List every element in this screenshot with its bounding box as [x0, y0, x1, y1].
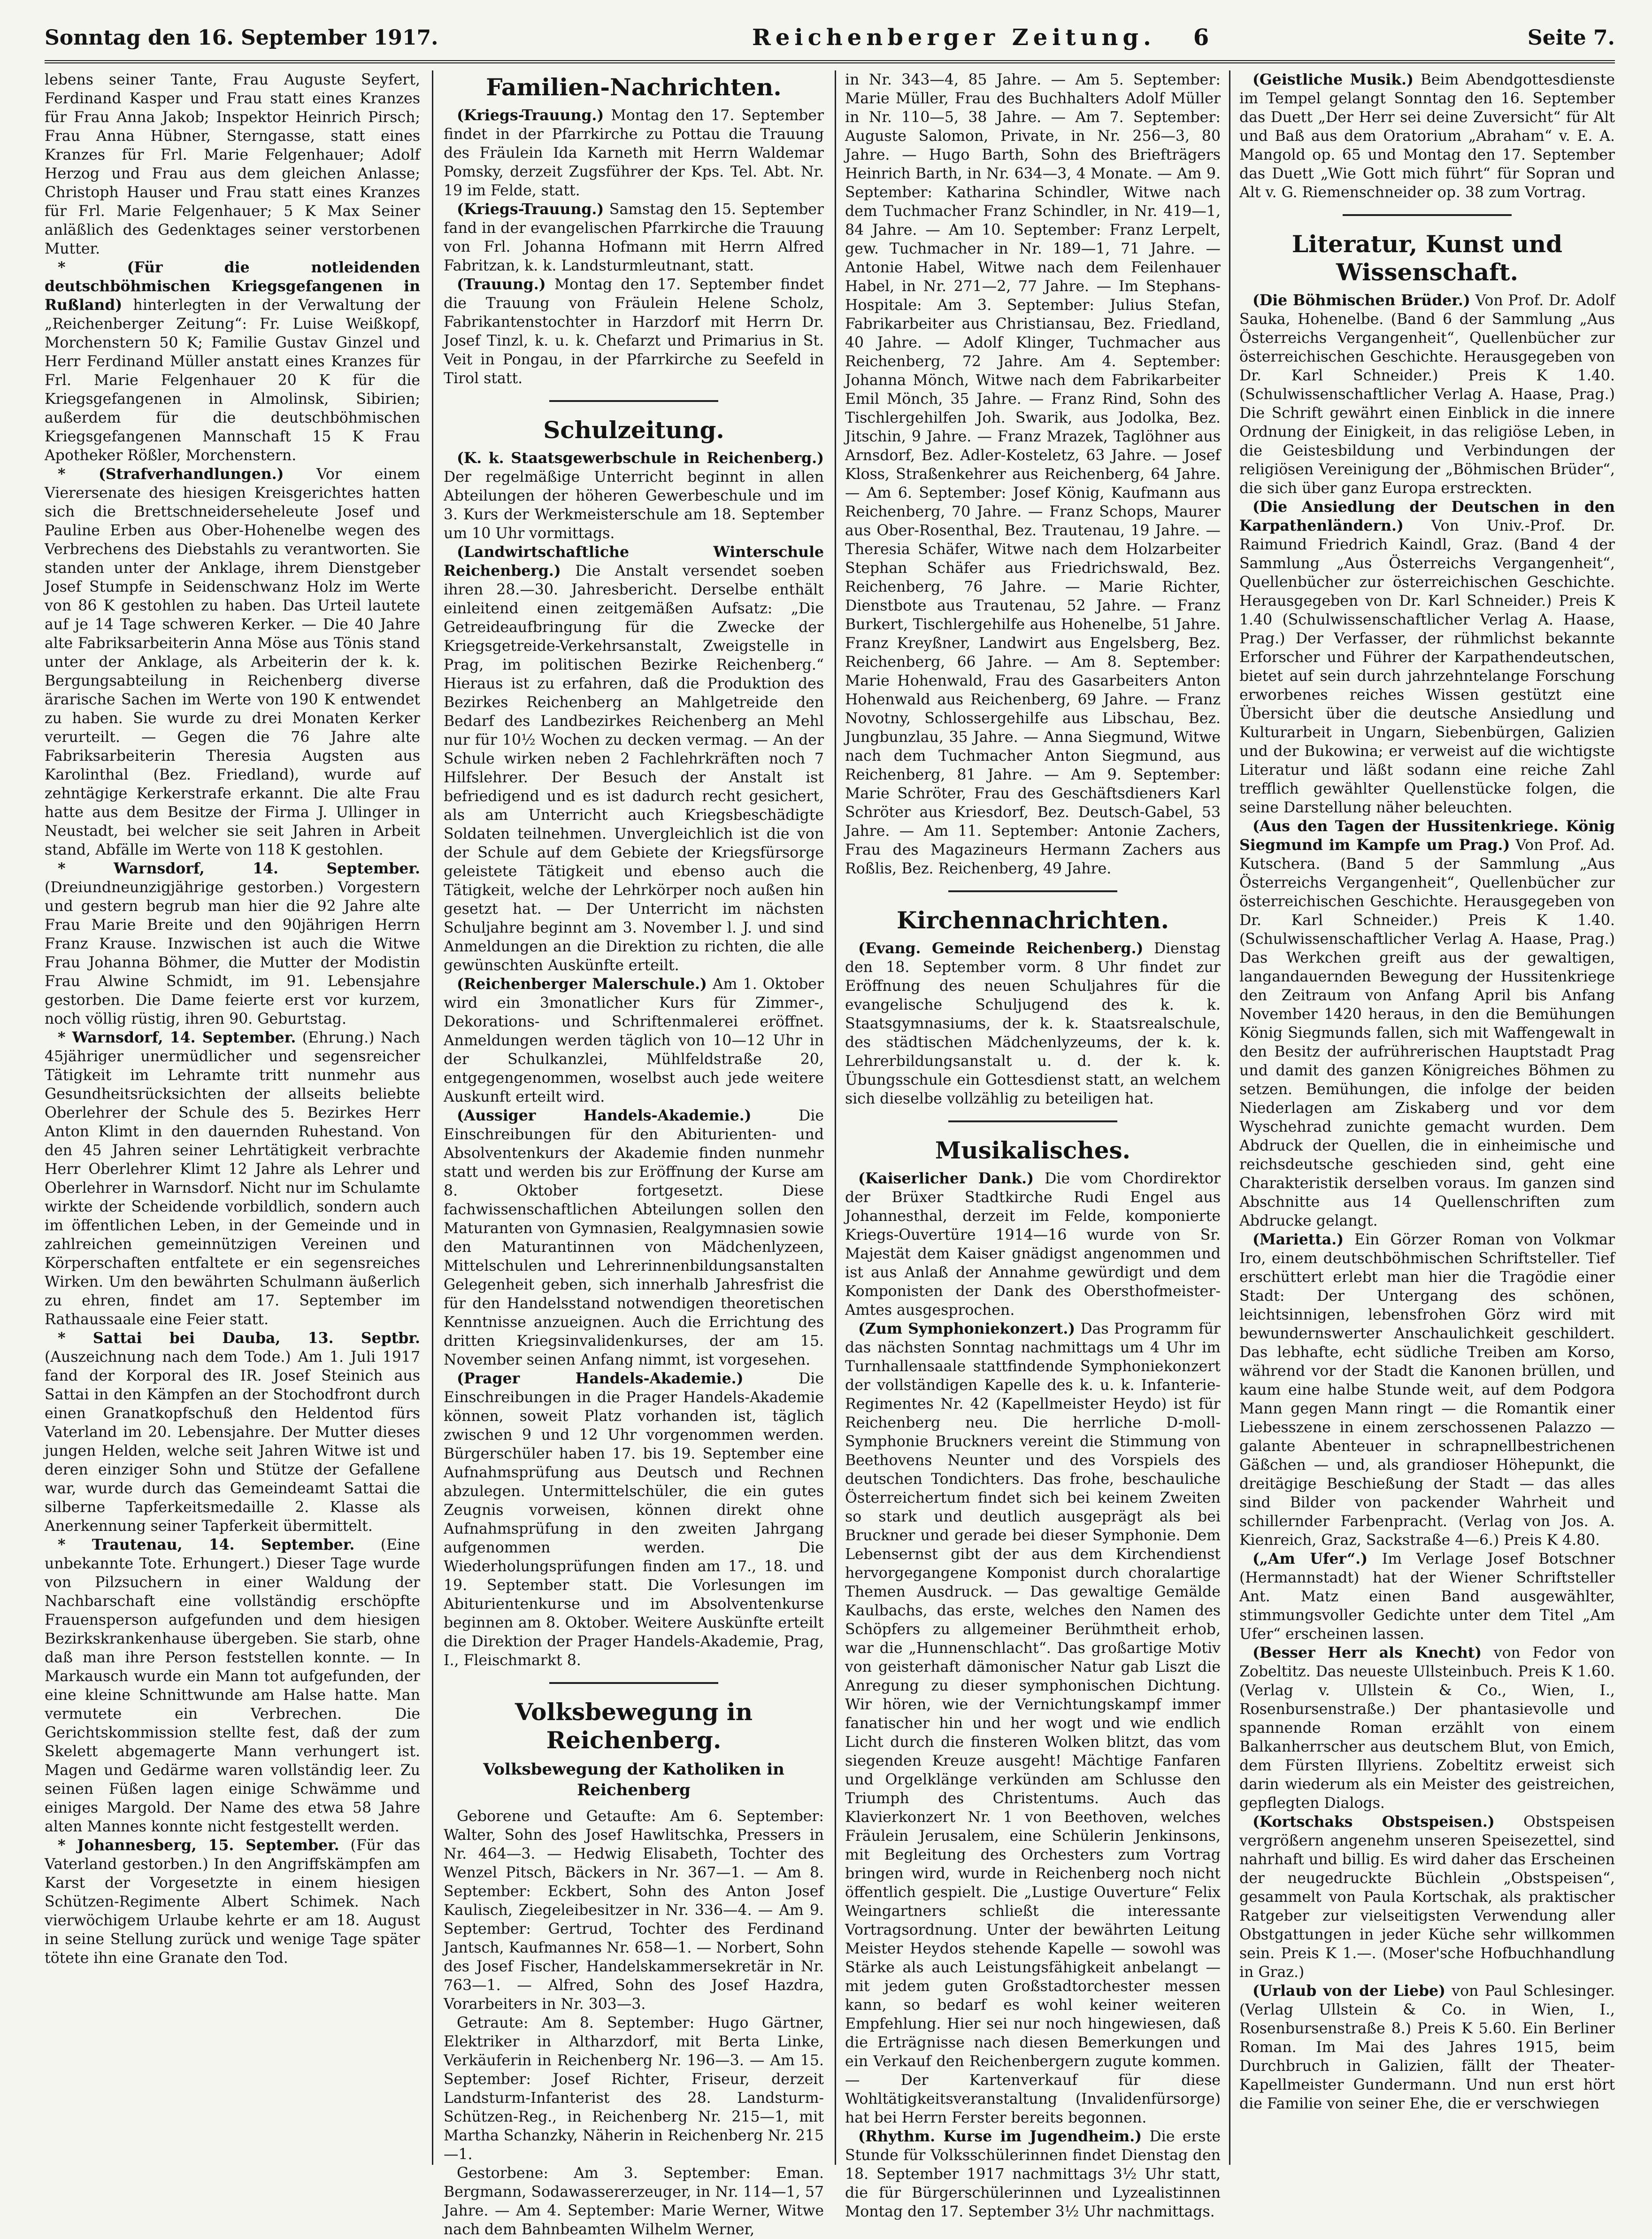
article-paragraph: Geborene und Getaufte: Am 6. September: Walter, Sohn des Josef Hawlitschka, Pressers in Nr. 464—3. — Hedwig Elisabeth, Tochter des Wenzel Pitsch, Bäckers in Nr. 367—1. — Am 8. September: Eckbert, Sohn des Anton Josef Kaulisch, Ziegeleibesitzer in Nr. 336—4. — Am 9. September: Gertrud, Tochter des Ferdinand Jantsch, Kaufmannes Nr. 658—1. — Norbert, Sohn des Josef Fischer, Handelskammersekretär in Nr. 763—1. — Alfred, Sohn des Josef Hazdra, Vorarbeiters in Nr. 303—3. — [444, 1808, 824, 2013]
item-heading: * (Für die notleidenden deutschböhmischen Kriegsgefangenen in Rußland) — [45, 259, 420, 314]
article-item — [845, 1169, 1221, 1320]
item-text: Dienstag den 18. September vorm. 8 Uhr findet zur Eröffnung des neuen Schuljahres für die evangelische Schuljugend des k. k. Staatsgymnasiums, der k. k. Staatsrealschule, des städtischen Mädchenlyzeums, der k. k. Lehrerbildungsanstalt u. d. der k. k. Übungsschule ein Gottesdienst statt, an welchem sich dieselbe vollzählig zu beteiligen hat. — [845, 940, 1221, 1107]
article-item — [444, 1106, 824, 1369]
header-date: Sonntag den 16. September 1917. — [45, 25, 438, 50]
column-rule — [835, 70, 836, 2165]
header-mark: 6 — [1193, 24, 1214, 51]
article-item — [1239, 1813, 1615, 1982]
item-text: Vor einem Vierersenate des hiesigen Kreisgerichtes hatten sich die Brettschneiderseheleute Josef und Pauline Erben aus Ober-Hohenelbe wegen des Verbrechens des Diebstahls zu verantworten. Sie standen unter der Anklage, ihrem Dienstgeber Josef Stumpfe in Seidenschwanz Holz im Werte von 86 K gestohlen zu haben. Das Urteil lautete auf je 14 Tage schweren Kerker. — Die 40 Jahre alte Fabriksarbeiterin Anna Möse aus Tönis stand unter der Anklage, als Arbeiterin der k. k. Bergungsabteilung in Reichenberg diverse ärarische Sachen im Werte von 190 K entwendet zu haben. Sie wurde zu drei Monaten Kerker verurteilt. — Gegen die 76 Jahre alte Fabriksarbeiterin Theresia Augsten aus Karolinthal (Bez. Friedland), wurde auf zehntägige Kerkerstrafe erkannt. Die alte Frau hatte aus dem Besitze der Firma J. Ullinger in Neustadt, bei welcher sie seit Jahren in Arbeit stand, Abfälle im Werte von 118 K gestohlen. — [45, 466, 420, 858]
article-item — [1239, 1230, 1615, 1550]
item-heading: (Rhythm. Kurse im Jugendheim.) — [858, 2128, 1142, 2145]
item-heading: (Geistliche Musik.) — [1252, 71, 1414, 88]
item-heading: * Warnsdorf, 14. September. — [58, 860, 420, 877]
section-title-volksbewegung: Volksbewegung in Reichenberg. — [515, 1698, 753, 1754]
column-rule — [1229, 70, 1230, 2165]
item-heading: (Kriegs-Trauung.) — [457, 201, 604, 218]
article-item — [444, 975, 824, 1106]
section-divider — [549, 1682, 718, 1684]
item-text: Die Anstalt versendet soeben ihren 28.—30. Jahresbericht. Derselbe enthält einleitend einen zeitgemäßen Aufsatz: „Die Getreideaufbringung für die Zwecke der Kriegsgetreide-Verkehrsanstalt, Zweigstelle in Prag, im politischen Bezirke Reichenberg.“ Hieraus ist zu erfahren, daß die Produktion des Bezirkes Reichenberg an Mahlgetreide den Bedarf des Landbezirkes Reichenberg an Mehl nur für 10½ Wochen zu decken vermag. — An der Schule wirken neben 2 Fachlehrkräften noch 7 Hilfslehrer. Der Besuch der Anstalt ist befriedigend und es ist dadurch recht gesichert, als am Unterricht auch Kriegsbeschädigte Soldaten teilnehmen. Unvergleichlich ist die von der Schule auf dem Gebiete der Kriegsfürsorge geleistete Tätigkeit und ebenso auch die Tätigkeit, welche der Lehrkörper noch außen hin gesetzt hat. — Der Unterricht im nächsten Schuljahre beginnt am 3. November l. J. und sind Anmeldungen an die Direktion zu richten, die alle gewünschten Auskünfte erteilt. — [444, 563, 824, 974]
article-item — [45, 1329, 420, 1536]
article-item — [45, 1536, 420, 1836]
article-item — [444, 275, 824, 388]
section-divider — [549, 400, 718, 402]
item-text: (Ehrung.) Nach 45jähriger unermüdlicher und segensreicher Tätigkeit im Lehramte tritt nunmehr aus Gesundheitsrücksichten der allseits beliebte Oberlehrer der Schule des 5. Bezirkes Herr Anton Klimt in den dauernden Ruhestand. Von den 45 Jahren seiner Lehrtätigkeit verbrachte Herr Oberlehrer Klimt 12 Jahre als Lehrer und Oberlehrer in Warnsdorf. Nicht nur im Schulamte wirkte der Scheidende vorbildlich, sondern auch im öffentlichen Leben, in der Gemeinde und in zahlreichen gemeinnützigen Vereinen und Körperschaften entfaltete er ein segensreiches Wirken. Um den bewährten Schulmann äußerlich zu ehren, findet am 17. September im Rathaussaale eine Feier statt. — [45, 1029, 420, 1328]
item-text: Von Prof. Ad. Kutschera. (Band 5 der Sammlung „Aus Österreichs Vergangenheit“, Quellenbücher zur österreichischen Geschichte. Herausgegeben von Dr. Karl Schneider.) Preis K 1.40. (Schulwissenschaftlicher Verlag A. Haase, Prag.) Das Werkchen greift aus der gewaltigen, langandauernden Bewegung der Hussitenkriege den Zeitraum von Anfang April bis Anfang November 1420 heraus, in den die Bemühungen König Siegmunds fallen, sich mit Waffengewalt in den Besitz der aufrührerischen Hauptstadt Prag und damit des ganzen Königreiches Böhmen zu setzen. Bemühungen, die infolge der beiden Niederlagen am Ziskaberg und vor dem Wyschehrad zunichte gemacht wurden. Dem Abdruck der Quellen, die in einheimische und reichsdeutsche geschieden sind, geht eine Charakteristik derselben voraus. Im ganzen sind Abschnitte aus 14 Quellenschriften zum Abdrucke gelangt. — [1239, 837, 1615, 1229]
item-text: (Eine unbekannte Tote. Erhungert.) Dieser Tage wurde von Pilzsuchern in einer Waldung der Nachbarschaft eine vollständig erschöpfte Frauensperson aufgefunden und dem hiesigen Bezirkskrankenhause übergeben. Sie starb, ohne daß man ihre Person feststellen konnte. — In Markausch wurde ein Mann tot aufgefunden, der eine kleine Schnittwunde am Halse hatte. Man vermutete ein Verbrechen. Die Gerichtskommission stellte fest, daß der zum Skelett abgemagerte Mann verhungert ist. Magen und Gedärme waren vollständig leer. Zu seinen Füßen lagen einige Schwämme und einiges Margold. Der Name des etwa 58 Jahre alten Mannes konnte nicht festgestellt werden. — [45, 1536, 421, 1835]
header-rule — [45, 60, 1615, 63]
section-title-literatur: Literatur, Kunst und Wissenschaft. — [1291, 230, 1563, 286]
item-text: Ein Görzer Roman von Volkmar Iro, einem deutschböhmischen Schriftsteller. Tief erschüttert erlebt man hier die Tragödie einer Stadt: Der Untergang des schönen, leichtsinnigen, lebensfrohen Görz wird mit bewundernswerter Anschaulichkeit geschildert. Das lebhafte, echt südliche Treiben am Korso, während vor der Stadt die Kanonen brüllen, und kaum eine halbe Stunde weit, auf dem Podgora Mann gegen Mann ringt — die Romantik einer Liebesszene in einem zerschossenen Palazzo — galante Abenteuer in schrapnellbestrichenen Gäßchen — und, als grandioser Höhepunkt, die dreitägige Beschießung der Stadt — das alles sind Bilder von packender Wahrheit und schillernder Farbenpracht. (Verlag von Jos. A. Kienreich, Graz, Sackstraße 4—6.) Preis K 4.80. — [1239, 1231, 1615, 1549]
item-text: (Für das Vaterland gestorben.) In den Angriffskämpfen am Karst der Vorgesetzte in einem hiesigen Schützen-Regimente Albert Schimek. Nach vierwöchigem Urlaube kehrte er am 18. August in seine Stellung zurück und wenige Tage später tötete ihn eine Granate den Tod. — [45, 1837, 420, 1967]
article-item — [845, 2127, 1221, 2221]
section-title-kirchennachrichten: Kirchennachrichten. — [896, 906, 1169, 934]
item-text: Von Univ.-Prof. Dr. Raimund Friedrich Kaindl, Graz. (Band 4 der Sammlung „Aus Österreichs Vergangenheit“, Quellenbücher zur österreichischen Geschichte. Herausgegeben von Dr. Karl Schneider.) Preis K 1.40 (Schulwissenschaftlicher Verlag A. Haase, Prag.) Der Verfasser, der rühmlichst bekannte Erforscher und Führer der Karpathendeutschen, bietet auf sein durch jahrzehntelange Forschung erworbenes reiches Wissen gestützt eine Übersicht über die deutsche Ansiedlung und Kulturarbeit in Ungarn, Siebenbürgen, Galizien und der Bukowina; er verweist auf die wichtigste Literatur und läßt sodann eine reiche Zahl trefflich gewählter Quellenstücke folgen, die seine Darstellung näher beleuchten. — [1239, 517, 1615, 816]
item-text: Die Einschreibungen für den Abiturienten- und Absolventenkurs der Akademie finden nunmehr statt und werden bis zur Eröffnung der Kurse am 8. Oktober fortgesetzt. Diese fachwissenschaftlichen Abteilungen sollen den Maturanten von Gymnasien, Realgymnasien sowie den Maturantinnen von Mädchenlyzeen, Mittelschulen und Lehrerinnenbildungsanstalten Gelegenheit geben, sich innerhalb Jahresfrist die für den Handelsstand notwendigen theoretischen Kenntnisse anzueignen. Auch die Errichtung des dritten Kriegsinvalidenkurses, der am 15. November seinen Anfang nimmt, ist vorgesehen. — [444, 1107, 824, 1368]
item-text: Montag den 17. September findet in der Pfarrkirche zu Pottau die Trauung des Fräulein Ida Karneth mit Herrn Waldemar Pomsky, derzeit Zugsführer der Kps. Tel. Abt. Nr. 19 im Felde, statt. — [444, 107, 824, 199]
article-item — [444, 106, 824, 200]
item-text: hinterlegten in der Verwaltung der „Reichenberger Zeitung“: Fr. Luise Weißkopf, Morchenstern 50 K; Familie Gustav Ginzel und Herr Ferdinand Müller anstatt eines Kranzes für Frl. Marie Felgenhauer 20 K für die Kriegsgefangenen in Almolinsk, Sibirien; außerdem für die deutschböhmischen Kriegsgefangenen Mannschaft 15 K Frau Apotheker Rößler, Morchenstern. — [45, 297, 421, 464]
article-item — [1239, 291, 1615, 498]
article-item — [444, 449, 824, 543]
article-item — [45, 1836, 420, 1968]
item-heading: („Am Ufer“.) — [1252, 1550, 1368, 1567]
item-text: Die erste Stunde für Volksschülerinnen findet Dienstag den 18. September 1917 nachmittags 3½ Uhr statt, die für Bürgerschülerinnen und Lyzealistinnen Montag den 17. September 3½ Uhr nachmittags. — [845, 2128, 1221, 2220]
article-item — [444, 200, 824, 275]
item-heading: (Zum Symphoniekonzert.) — [858, 1320, 1076, 1337]
item-text: Montag den 17. September findet die Trauung von Fräulein Helene Scholz, Fabrikantenstochter in Harzdorf mit Herrn Dr. Josef Tinzl, k. u. k. Chefarzt und Primarius in St. Veit in Pongau, in der Pfarrkirche zu Seefeld in Tirol statt. — [444, 276, 824, 387]
item-heading: (Besser Herr als Knecht) — [1252, 1644, 1482, 1661]
article-item — [1239, 70, 1615, 202]
item-text: Im Verlage Josef Botschner (Hermannstadt) hat der Wiener Schriftsteller Ant. Matz einen Band ausgewählter, stimmungsvoller Gedichte unter dem Titel „Am Ufer“ erscheinen lassen. — [1239, 1551, 1615, 1643]
section-title-schulzeitung: Schulzeitung. — [543, 416, 724, 444]
article-item — [1239, 1550, 1615, 1644]
article-item — [1239, 498, 1615, 817]
item-heading: (Reichenberger Malerschule.) — [457, 975, 707, 993]
column-rule — [432, 70, 433, 2165]
item-heading: (Trauung.) — [457, 276, 546, 293]
item-text: von Paul Schlesinger. (Verlag Ullstein & Co. in Wien, I., Rosenbursenstraße 8.) Preis K 5.60. Ein Berliner Roman. Im Mai des Jahres 1915, beim Durchbruch in Galizien, fällt der Theater-Kapellmeister Gundermann. Und nun erst hört die Familie von seiner Ehe, die er verschwiegen — [1239, 1983, 1615, 2112]
item-heading: (K. k. Staatsgewerbschule in Reichenberg.) — [457, 449, 824, 467]
page-header — [45, 19, 1615, 56]
item-heading: * (Strafverhandlungen.) — [58, 465, 284, 483]
item-text: Das Programm für das nächsten Sonntag nachmittags um 4 Uhr im Turnhallensaale stattfindende Symphoniekonzert der vollständigen Kapelle des k. u. k. Infanterie-Regimentes Nr. 42 (Kapellmeister Heydo) ist für Reichenberg neu. Die herrliche D-moll-Symphonie Bruckners vereint die Stimmung von Beethovens Neunter und des Vorspiels des deutschen Tondichters. Das frohe, beschauliche Österreichertum findet sich bei keinem Zweiten so stark und deutlich ausgeprägt als bei Bruckner und gerade bei dieser Symphonie. Dem Lebensernst gibt der aus dem Kirchendienst hervorgegangene Komponist durch choralartige Themen Ausdruck. — Das gewaltige Gemälde Kaulbachs, das erste, welches den Namen des Schöpfers zu allgemeiner Berühmtheit erhob, war die „Hunnenschlacht“. Das großartige Motiv von geisterhaft dämonischer Natur gab Liszt die Anregung zu dieser symphonischen Dichtung. Wir hören, wie der Vernichtungskampf immer fanatischer hin und her wogt und wie endlich Licht durch die finsteren Wolken blitzt, das vom siegenden Kreuze ausgeht! Mächtige Fanfaren und Orgelklänge verkünden am Schlusse den Triumph des Christentums. Auch das Klavierkonzert Nr. 1 von Beethoven, welches Fräulein Jerusalem, eine Schülerin Jenkinsons, mit Begleitung des Orchesters zum Vortrag bringen wird, wurde in Reichenberg noch nicht öffentlich gespielt. Die „Lustige Ouverture“ Felix Weingartners schließt die interessante Vortragsordnung. Unter der bewährten Leitung Meister Heydos stehende Kapelle — sowohl was Stärke als auch Leistungsfähigkeit anbelangt — mit jedem guten Großstadtorchester messen kann, so bedarf es wohl keiner weiteren Empfehlung. Hier sei nur noch hingewiesen, daß die Erträgnisse nach diesen Bemerkungen und ein Verkauf den Reichenbergern zugute kommen. — Der Kartenverkauf für diese Wohltätigkeitsveranstaltung (Invalidenfürsorge) hat bei Herrn Ferster bereits begonnen. — [845, 1320, 1221, 2126]
article-item — [45, 859, 420, 1028]
article-item — [1239, 1644, 1615, 1813]
item-text: Die Einschreibungen in die Prager Handels-Akademie können, soweit Platz vorhanden ist, täglich zwischen 9 und 12 Uhr vorgenommen werden. Bürgerschüler haben 17. bis 19. September eine Aufnahmsprüfung aus Deutsch und Rechnen abzulegen. Untermittelschüler, die ein gutes Zeugnis vorweisen, können direkt ohne Aufnahmsprüfung in den zweiten Jahrgang aufgenommen werden. Die Wiederholungsprüfungen finden am 17., 18. und 19. September statt. Die Vorlesungen im Abiturientenkurse und im Absolventenkurse beginnen am 8. Oktober. Weitere Auskünfte erteilt die Direktion der Prager Handels-Akademie, Prag, I., Fleischmarkt 8. — [444, 1370, 824, 1669]
item-heading: * Trautenau, 14. September. — [58, 1536, 355, 1553]
item-heading: (Kortschaks Obstspeisen.) — [1252, 1813, 1495, 1830]
item-heading: (Prager Handels-Akademie.) — [457, 1370, 744, 1387]
item-text: Obstspeisen vergrößern angenehm unseren Speisezettel, sind nahrhaft und billig. Es wird daher das Erscheinen der neugedruckte Büchlein „Obstspeisen“, gesammelt von Paula Kortschak, als praktischer Ratgeber zur vielseitigsten Verwendung aller Obstgattungen in jeder Küche sehr willkommen sein. Preis K 1.—. (Moser'sche Hofbuchhandlung in Graz.) — [1239, 1814, 1615, 1981]
item-heading: (Landwirtschaftliche Winterschule Reichenberg.) — [444, 543, 824, 579]
page-number: Seite 7. — [1527, 25, 1615, 50]
item-text: Die vom Chordirektor der Brüxer Stadtkirche Rudi Engel aus Johannesthal, derzeit im Felde, komponierte Kriegs-Ouvertüre 1914—16 wurde von Sr. Majestät dem Kaiser gnädigst angenommen und ist aus Anlaß der Annahme gewürdigt und dem Komponisten der Dank des Obersthofmeister-Amtes ausgesprochen. — [845, 1170, 1221, 1319]
column-1 — [45, 70, 420, 2170]
item-heading: * Warnsdorf, 14. September. — [58, 1029, 296, 1046]
item-heading: (Die Böhmischen Brüder.) — [1252, 292, 1470, 309]
article-paragraph: in Nr. 343—4, 85 Jahre. — Am 5. September: Marie Müller, Frau des Buchhalters Adolf Müller in Nr. 110—5, 38 Jahre. — Am 7. September: Auguste Salomon, Private, in Nr. 256—3, 80 Jahre. — Hugo Barth, Sohn des Briefträgers Heinrich Barth, in Nr. 634—3, 4 Monate. — Am 9. September: Katharina Schindler, Witwe nach dem Tuchmacher Franz Schindler, in Nr. 419—1, 84 Jahre. — Am 10. September: Franz Lerpelt, gew. Tuchmacher in Nr. 189—1, 71 Jahre. — Antonie Habel, Witwe nach dem Feilenhauer Habel, in Nr. 271—2, 77 Jahre. — Im Stephans-Hospitale: Am 3. September: Julius Stefan, Fabrikarbeiter aus Christiansau, Bez. Friedland, 40 Jahre. — Adolf Klinger, Tuchmacher aus Reichenberg, 72 Jahre. Am 4. September: Johanna Mönch, Witwe nach dem Fabrikarbeiter Emil Mönch, 35 Jahre. — Franz Rind, Sohn des Tischlergehilfen Joh. Swarik, aus Jodolka, Bez. Jitschin, 9 Jahre. — Franz Mrazek, Taglöhner aus Arnsdorf, Bez. Adler-Kosteletz, 63 Jahre. — Josef Kloss, Straßenkehrer aus Reichenberg, 64 Jahre. — Am 6. September: Josef König, Kaufmann aus Reichenberg, 70 Jahre. — Franz Schops, Maurer aus Ober-Rosenthal, Bez. Trautenau, 19 Jahre. — Theresia Schäfer, Witwe nach dem Holzarbeiter Stephan Schäfer aus Friedrichswald, Bez. Reichenberg, 76 Jahre. — Marie Richter, Dienstbote aus Trautenau, 52 Jahre. — Franz Burkert, Tischlergehilfe aus Hohenelbe, 51 Jahre. Franz Kreyßner, Landwirt aus Engelsberg, Bez. Reichenberg, 66 Jahre. — Am 8. September: Marie Hohenwald, Frau des Gasarbeiters Anton Hohenwald aus Reichenberg, 69 Jahre. — Franz Novotny, Schlossergehilfe aus Libschau, Bez. Jungbunzlau, 35 Jahre. — Anna Siegmund, Witwe nach dem Tuchmacher Anton Siegmund, aus Reichenberg, 81 Jahre. — Am 9. September: Marie Schröter, Frau des Geschäftsdieners Karl Schröter aus Kriesdorf, Bez. Deutsch-Gabel, 53 Jahre. — Am 11. September: Antonie Zachers, Frau des Magazineurs Hermann Zachers aus Roßlis, Bez. Reichenberg, 49 Jahre. — [845, 71, 1221, 877]
article-item — [45, 258, 420, 465]
item-heading: (Kriegs-Trauung.) — [457, 107, 604, 124]
section-title-familien: Familien-Nachrichten. — [486, 73, 782, 101]
item-heading: (Marietta.) — [1252, 1231, 1344, 1248]
newspaper-name: Reichenberger Zeitung. — [752, 24, 1156, 51]
article-item — [444, 1369, 824, 1670]
section-subtitle: Volksbewegung der Katholiken in Reichenberg — [483, 1760, 784, 1799]
item-heading: (Kaiserlicher Dank.) — [858, 1170, 1034, 1187]
item-text: Beim Abendgottesdienste im Tempel gelangt Sonntag den 16. September das Duett „Der Herr sei deine Zuversicht“ für Alt und Baß aus dem Oratorium „Abraham“ v. E. A. Mangold op. 65 und Montag den 17. September das Duett „Wie Gott mich führt“ für Sopran und Alt v. G. Riemenschneider op. 38 zum Vortrag. — [1239, 71, 1615, 201]
article-item — [845, 1320, 1221, 2127]
item-text: (Dreiundneunzigjährige gestorben.) Vorgestern und gestern begrub man hier die 92 Jahre alte Frau Marie Breite und den 90jährigen Herrn Franz Krause. Inzwischen ist auch die Witwe Frau Johanna Böhmer, die Mutter der Modistin Frau Alwine Schmidt, im 91. Lebensjahre gestorben. Die Dame feierte erst vor kurzem, noch völlig rüstig, ihren 90. Geburtstag. — [45, 879, 420, 1027]
column-4 — [1239, 70, 1615, 2170]
column-2 — [444, 70, 824, 2238]
item-heading: (Urlaub von der Liebe) — [1252, 1982, 1445, 2000]
article-item — [45, 1028, 420, 1329]
article-item — [444, 543, 824, 975]
item-heading: * Sattai bei Dauba, 13. Septbr. — [58, 1329, 420, 1347]
section-divider — [948, 890, 1117, 892]
section-divider — [1343, 214, 1512, 216]
article-item — [45, 465, 420, 859]
item-text: Von Prof. Dr. Adolf Sauka, Hohenelbe. (Band 6 der Sammlung „Aus Österreichs Vergangenheit“, Quellenbücher zur österreichischen Geschichte. Herausgegeben von Dr. Karl Schneider.) Preis K 1.40. (Schulwissenschaftlicher Verlag A. Haase, Prag.) Die Schrift gewährt einen Einblick in die innere Ordnung der Einigkeit, in das religiöse Leben, in die Geistesbildung und Verbindungen der religiösen Vereinigung der „Böhmischen Brüder“, die sich über ganz Europa erstreckten. — [1239, 292, 1615, 497]
item-heading: (Die Ansiedlung der Deutschen in den Karpathenländern.) — [1239, 498, 1615, 534]
section-divider — [948, 1120, 1117, 1122]
article-paragraph: Getraute: Am 8. September: Hugo Gärtner, Elektriker in Altharzdorf, mit Berta Linke, Verkäuferin in Reichenberg Nr. 196—3. — Am 15. September: Josef Richter, Friseur, derzeit Landsturm-Infanterist des 28. Landsturm-Schützen-Reg., in Reichenberg Nr. 215—1, mit Martha Schanzky, Näherin in Reichenberg Nr. 215—1. — [444, 2015, 824, 2163]
article-item — [1239, 1982, 1615, 2113]
article-item — [1239, 817, 1615, 1230]
item-text: Samstag den 15. September fand in der evangelischen Pfarrkirche die Trauung von Frl. Johanna Hofmann mit Herrn Alfred Fabritzan, k. k. Landsturmleutnant, statt. — [444, 201, 824, 274]
item-text: Am 1. Oktober wird ein 3monatlicher Kurs für Zimmer-, Dekorations- und Schriftenmalerei eröffnet. Anmeldungen werden täglich von 10—12 Uhr in der Schulkanzlei, Mühlfeldstraße 20, entgegengenommen, woselbst auch jede weitere Auskunft erteilt wird. — [444, 976, 824, 1105]
item-text: von Fedor von Zobeltitz. Das neueste Ullsteinbuch. Preis K 1.60. (Verlag v. Ullstein & Co., Wien, I., Rosenbursenstraße.) Der phantasievolle und spannende Roman erzählt von einem Balkanherrscher aus deutschem Blut, von Emich, dem Fürsten Illyriens. Zobeltitz erweist sich darin wiederum als ein Meister des geistreichen, gepflegten Dialogs. — [1239, 1645, 1615, 1812]
item-heading: (Aussiger Handels-Akademie.) — [457, 1107, 752, 1124]
item-heading: * Johannesberg, 15. September. — [58, 1837, 339, 1854]
item-text: Der regelmäßige Unterricht beginnt in allen Abteilungen der höheren Gewerbeschule und im 3. Kurs der Werkmeisterschule am 18. September um 10 Uhr vormittags. — [444, 469, 824, 542]
article-item — [845, 939, 1221, 1108]
item-heading: (Aus den Tagen der Hussitenkriege. König Siegmund im Kampfe um Prag.) — [1239, 818, 1615, 854]
article-paragraph: lebens seiner Tante, Frau Auguste Seyfert, Ferdinand Kasper und Frau statt eines Kranzes für Frau Anna Jakob; Inspektor Heinrich Pirsch; Frau Anna Hübner, Sterngasse, statt eines Kranzes für Frl. Marie Felgenhauer; Adolf Herzog und Frau aus dem gleichen Anlasse; Christoph Hauser und Frau statt eines Kranzes für Frl. Marie Felgenhauer; 5 K Max Seiner anläßlich des Gedenktages seiner verstorbenen Mutter. — [45, 71, 420, 257]
column-3 — [845, 70, 1221, 2220]
newspaper-title — [752, 24, 1214, 51]
article-paragraph: Gestorbene: Am 3. September: Eman. Bergmann, Sodawassererzeuger, in Nr. 114—1, 57 Jahre. — Am 4. September: Marie Werner, Witwe nach dem Bahnbeamten Wilhelm Werner, — [444, 2165, 824, 2238]
section-title-musikalisches: Musikalisches. — [935, 1136, 1131, 1164]
item-text: (Auszeichnung nach dem Tode.) Am 1. Juli 1917 fand der Korporal des IR. Josef Steinich aus Sattai in den Kämpfen an der Stochodfront durch einen Granatkopfschuß den Heldentod fürs Vaterland im 20. Lebensjahre. Der Mutter dieses jungen Helden, welche seit Jahren Witwe ist und deren einziger Sohn und Stütze der Gefallene war, wurde durch das Gemeindeamt Sattai die silberne Tapferkeitsmedaille 2. Klasse als Anerkennung seiner Tapferkeit übermittelt. — [45, 1349, 420, 1535]
item-heading: (Evang. Gemeinde Reichenberg.) — [858, 940, 1144, 957]
